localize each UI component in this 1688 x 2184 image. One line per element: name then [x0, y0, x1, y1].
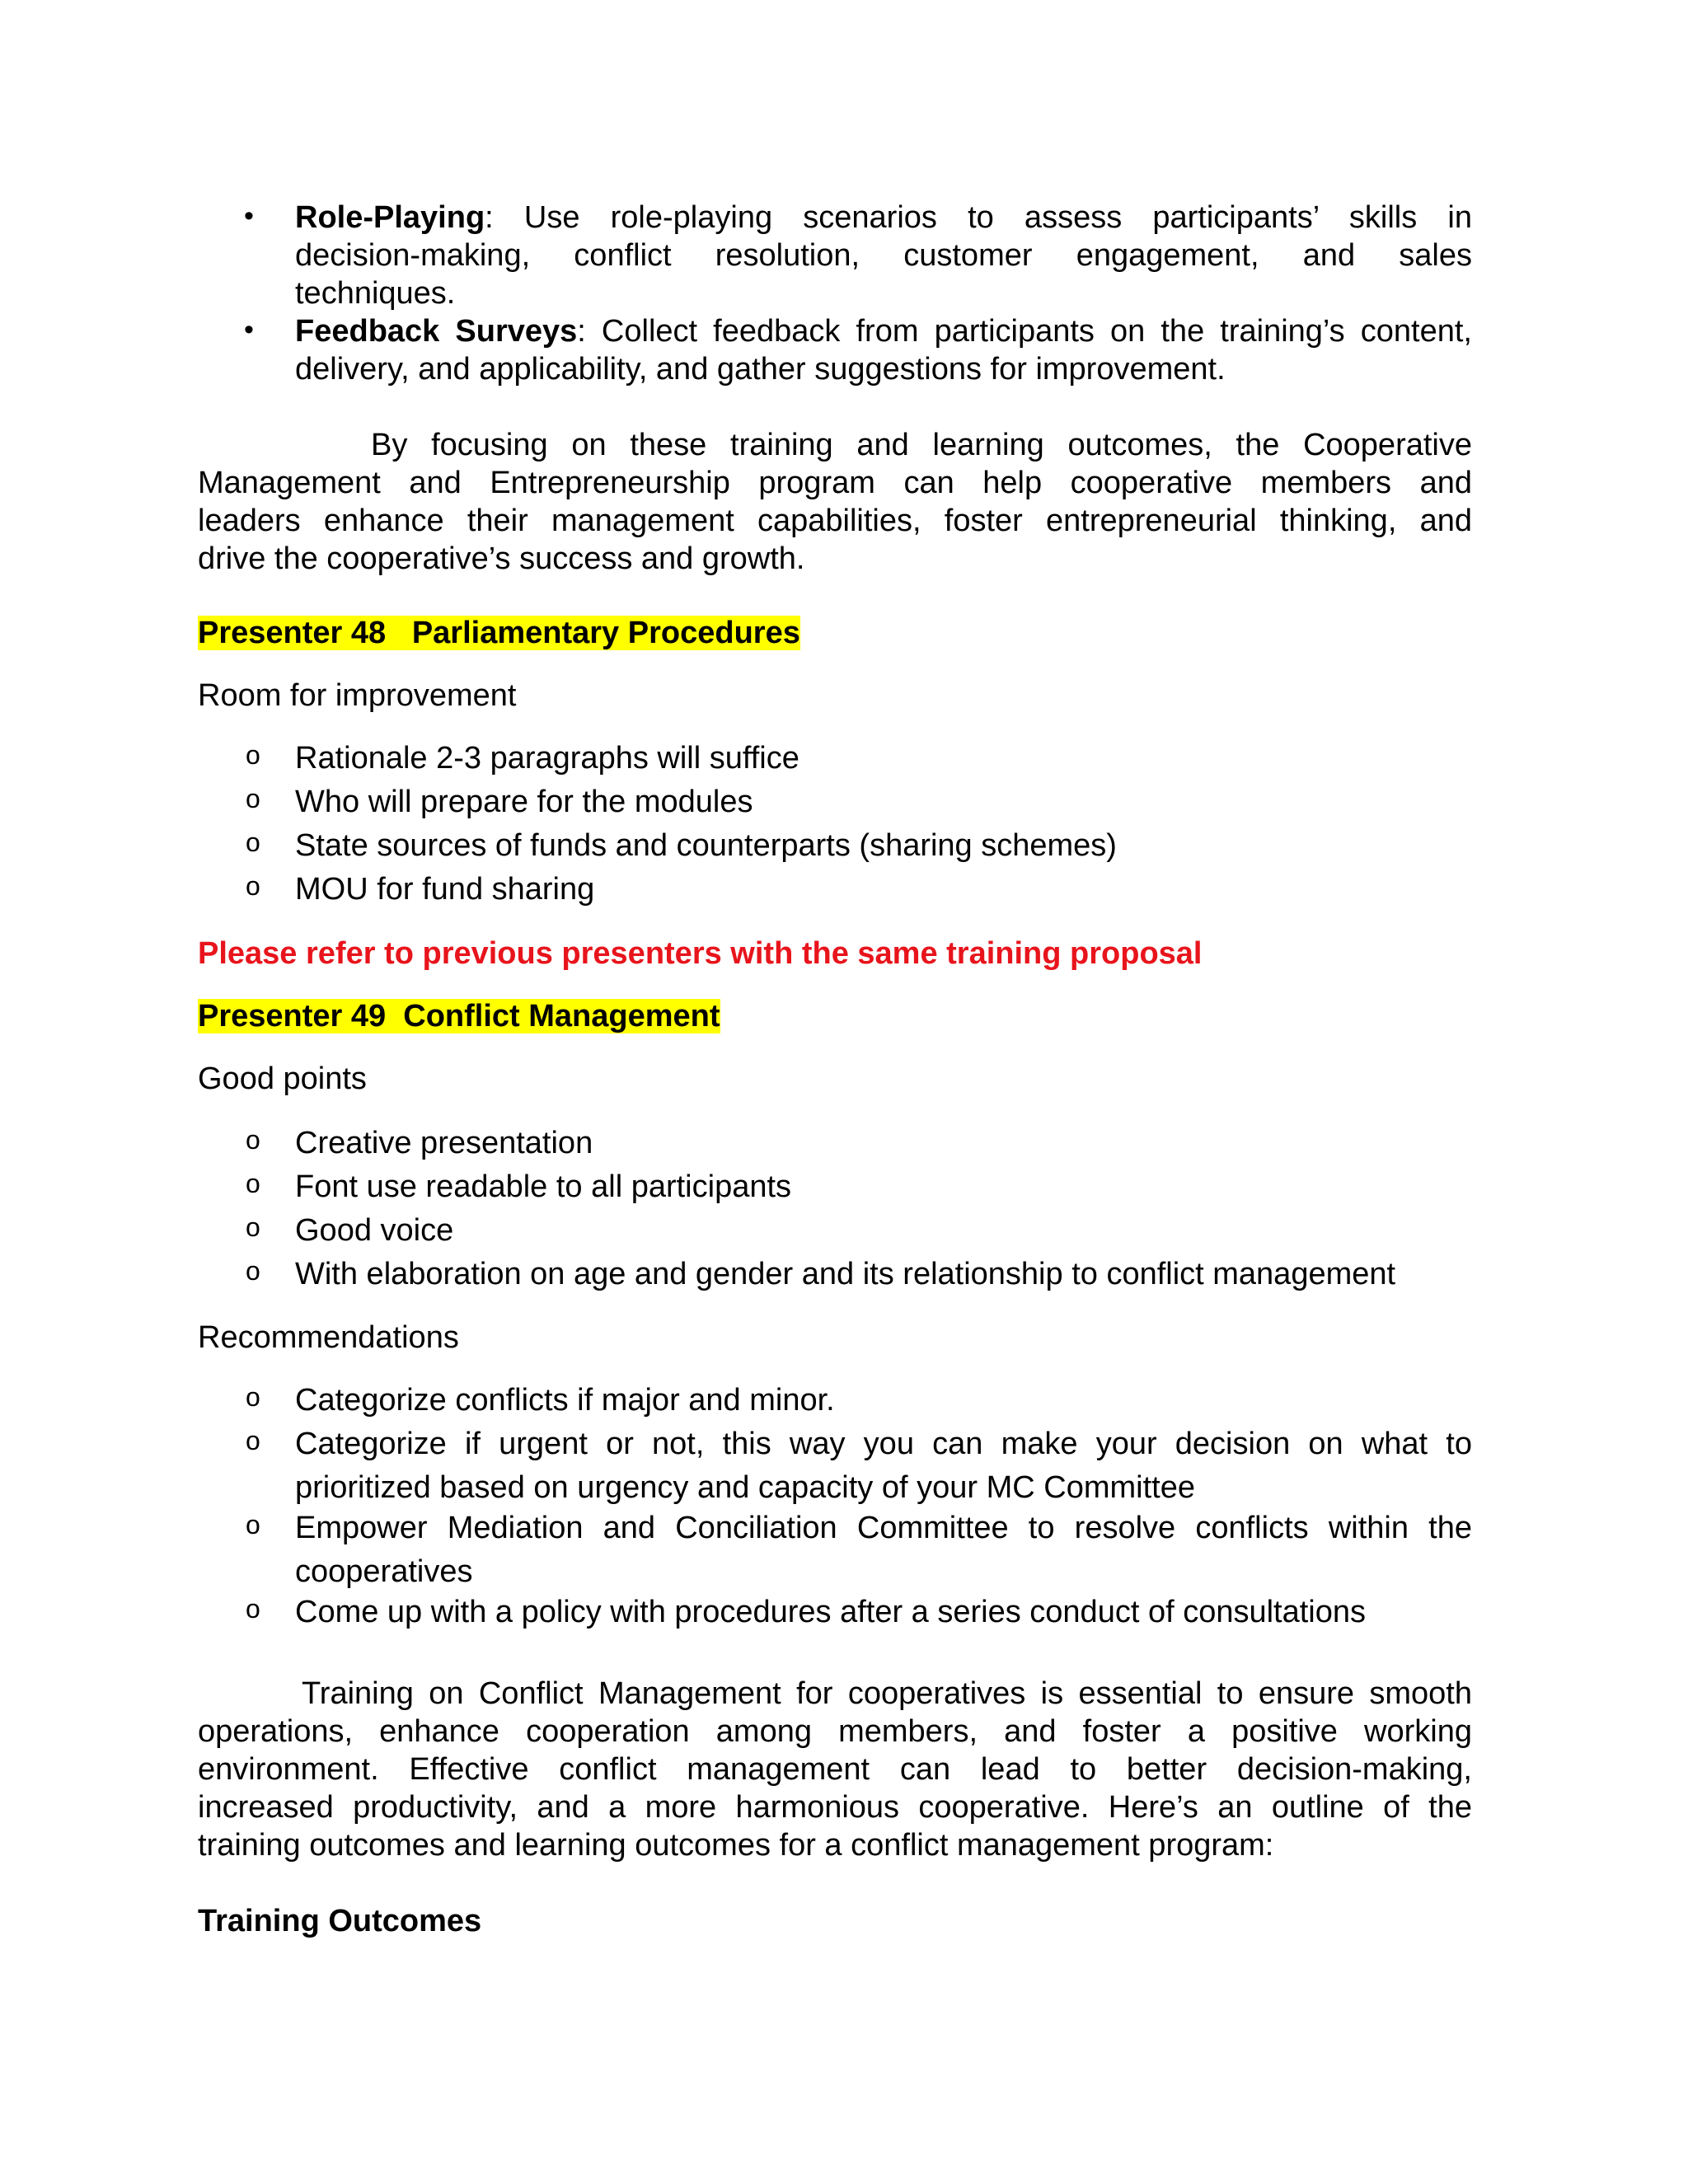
- paragraph-1-line-3: leaders enhance their management capabilities, foster entrepreneurial thinking, and: [198, 504, 1472, 538]
- list-item: Categorize conflicts if major and minor.: [295, 1383, 835, 1418]
- paragraph-1-line-4: drive the cooperative’s success and growth.: [198, 541, 805, 576]
- section-heading-training-outcomes: Training Outcomes: [198, 1904, 482, 1938]
- presenter-49-heading: Presenter 49 Conflict Management: [198, 999, 720, 1033]
- paragraph-2-line-2: operations, enhance cooperation among members, and foster a positive working: [198, 1714, 1472, 1749]
- list-item: Categorize if urgent or not, this way you can make your decision on what to: [295, 1427, 1472, 1461]
- bullet-circle: o: [246, 1382, 260, 1412]
- bullet-circle: o: [246, 871, 260, 901]
- bullet-role-playing-line-3: techniques.: [295, 276, 456, 311]
- bullet-circle: o: [246, 1426, 260, 1455]
- bullet-feedback-line-2: delivery, and applicability, and gather suggestions for improvement.: [295, 352, 1226, 387]
- list-item: Good voice: [295, 1213, 454, 1248]
- paragraph-2-line-4: increased productivity, and a more harmonious cooperative. Here’s an outline of the: [198, 1790, 1472, 1825]
- bullet-circle: o: [246, 1256, 260, 1286]
- bullet-role-playing-line-1: Role-Playing: Use role-playing scenarios to assess participants’ skills in: [295, 200, 1472, 235]
- presenter-48-subheading: Room for improvement: [198, 678, 517, 713]
- list-item: With elaboration on age and gender and its relationship to conflict management: [295, 1257, 1396, 1291]
- paragraph-2-line-3: environment. Effective conflict management can lead to better decision-making,: [198, 1752, 1472, 1787]
- list-item: Font use readable to all participants: [295, 1169, 792, 1204]
- recommendations-label: Recommendations: [198, 1320, 459, 1355]
- bullet-circle: o: [246, 1594, 260, 1624]
- good-points-label: Good points: [198, 1062, 367, 1096]
- bullet-circle: o: [246, 1510, 260, 1540]
- paragraph-1-line-1: By focusing on these training and learning outcomes, the Cooperative: [371, 428, 1472, 462]
- list-item-continuation: cooperatives: [295, 1554, 473, 1589]
- bullet-role-playing-line-2: decision-making, conflict resolution, customer engagement, and sales: [295, 238, 1472, 273]
- list-item: Who will prepare for the modules: [295, 785, 753, 819]
- term-role-playing: Role-Playing: [295, 200, 485, 235]
- list-item: Rationale 2-3 paragraphs will suffice: [295, 741, 799, 776]
- paragraph-1-line-2: Management and Entrepreneurship program can help cooperative members and: [198, 466, 1472, 500]
- bullet-disc: •: [244, 200, 254, 232]
- bullet-circle: o: [246, 784, 260, 813]
- presenter-48-note: Please refer to previous presenters with the same training proposal: [198, 936, 1203, 971]
- bullet-feedback-line-1: Feedback Surveys: Collect feedback from participants on the training’s content,: [295, 314, 1472, 349]
- list-item: MOU for fund sharing: [295, 872, 595, 907]
- list-item: Empower Mediation and Conciliation Committee to resolve conflicts within the: [295, 1511, 1472, 1545]
- term-feedback-surveys: Feedback Surveys: [295, 314, 578, 349]
- bullet-circle: o: [246, 827, 260, 857]
- bullet-circle: o: [246, 740, 260, 770]
- presenter-48-heading: Presenter 48 Parliamentary Procedures: [198, 616, 800, 650]
- list-item-continuation: prioritized based on urgency and capacity of your MC Committee: [295, 1470, 1195, 1505]
- list-item: Creative presentation: [295, 1126, 593, 1160]
- bullet-circle: o: [246, 1212, 260, 1242]
- list-item: Come up with a policy with procedures after a series conduct of consultations: [295, 1595, 1366, 1629]
- paragraph-2-line-5: training outcomes and learning outcomes for a conflict management program:: [198, 1828, 1274, 1863]
- bullet-circle: o: [246, 1169, 260, 1198]
- list-item: State sources of funds and counterparts (sharing schemes): [295, 828, 1117, 863]
- bullet-disc: •: [244, 314, 254, 345]
- bullet-circle: o: [246, 1125, 260, 1155]
- paragraph-2-line-1: Training on Conflict Management for cooperatives is essential to ensure smooth: [302, 1676, 1472, 1711]
